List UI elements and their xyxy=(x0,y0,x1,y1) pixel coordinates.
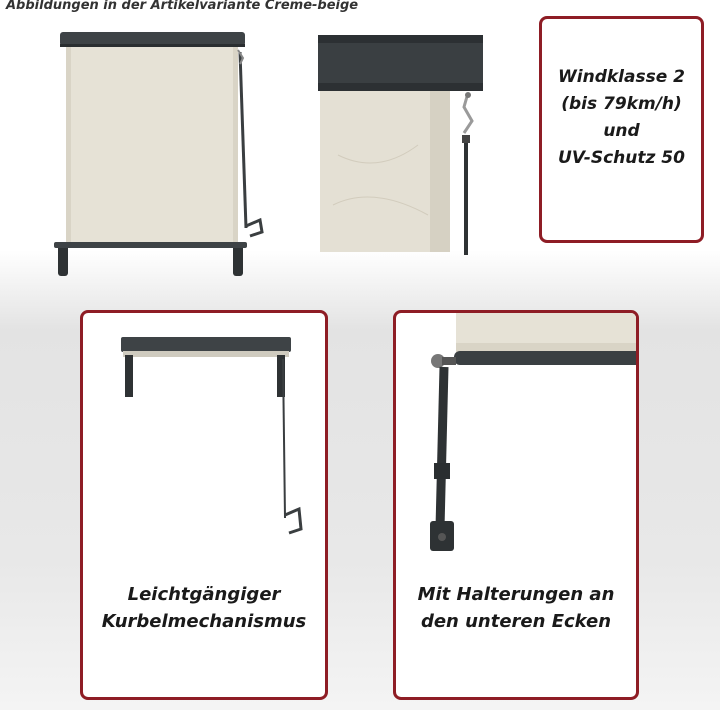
feature-line: Kurbelmechanismus xyxy=(101,611,307,632)
feature-text-crank xyxy=(83,581,325,635)
product-image-crank-mechanism xyxy=(113,333,313,553)
feature-panel-crank xyxy=(80,310,328,700)
feature-panel-wind-uv xyxy=(539,16,704,243)
feature-text-mounts xyxy=(396,581,636,635)
product-image-closeup-corner xyxy=(318,35,488,255)
feature-line: und xyxy=(603,121,640,141)
feature-line: Windklasse 2 xyxy=(558,67,685,87)
image-caption: Abbildungen in der Artikelvariante Creme-beige xyxy=(6,0,359,13)
feature-panel-mounts xyxy=(393,310,639,700)
feature-line: den unteren Ecken xyxy=(420,611,612,632)
product-image-full-blind xyxy=(50,30,280,280)
feature-line: Mit Halterungen an xyxy=(417,584,615,605)
feature-line: UV-Schutz 50 xyxy=(558,148,685,168)
product-image-mount-bracket xyxy=(396,313,639,563)
feature-line: Leichtgängiger xyxy=(127,584,281,605)
feature-text-wind-uv xyxy=(542,64,701,172)
feature-line: (bis 79km/h) xyxy=(561,94,682,114)
